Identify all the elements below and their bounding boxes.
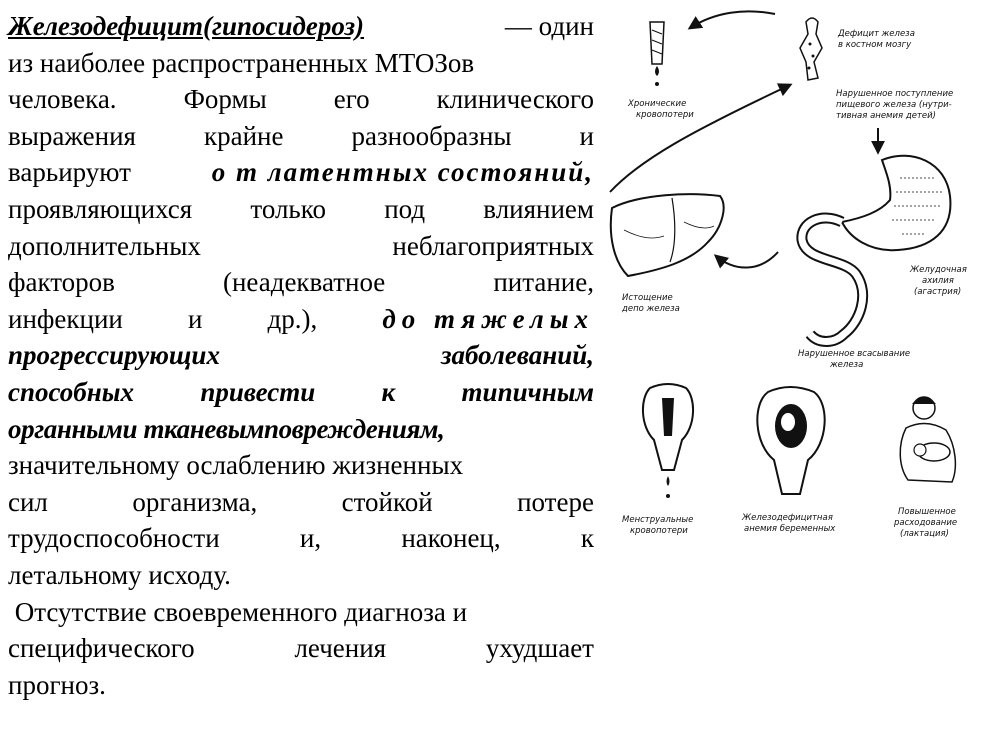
text-word: лечения <box>294 633 387 664</box>
text-line <box>8 447 594 484</box>
text-word: только <box>250 193 326 224</box>
text-word: из наиболее распространенных МТОЗов <box>8 47 475 78</box>
text-word: варьируют <box>8 157 131 188</box>
bone-marrow-icon <box>800 18 822 80</box>
text-word: факторов <box>8 267 115 298</box>
text-line <box>8 337 594 374</box>
text-word: — один <box>504 11 594 41</box>
emphasis-text: к <box>381 376 396 407</box>
nursing-mother-icon <box>900 397 955 482</box>
text-word: специфического <box>8 633 195 664</box>
text-line <box>8 8 594 45</box>
text-line <box>8 667 594 704</box>
emphasis-text: о т латентных состояний, <box>211 157 594 188</box>
caption-malabsorption: Нарушенное всасывание железа <box>798 349 911 370</box>
bleeding-vessel-icon <box>650 22 664 86</box>
text-word: трудоспособности <box>8 523 220 554</box>
main-text <box>8 8 594 703</box>
text-word: выражения <box>8 120 136 151</box>
text-word: стойкой <box>341 486 433 517</box>
term-heading: Железодефицит(гипосидероз) <box>8 11 365 41</box>
caption-bone-marrow: Дефицит железа в костном мозгу <box>838 29 915 50</box>
text-line <box>8 594 594 631</box>
text-word: сил <box>8 486 48 517</box>
text-line <box>8 154 594 191</box>
text-word: значительному ослаблению жизненных <box>8 450 464 481</box>
caption-menstrual: Менструальные кровопотери <box>622 515 694 536</box>
emphasis-text: типичным <box>461 376 594 407</box>
text-word: (неадекватное <box>222 267 386 298</box>
text-word: проявляющихся <box>8 193 193 224</box>
text-word: потере <box>517 486 594 517</box>
emphasis-text: заболеваний, <box>441 340 594 371</box>
stomach-icon <box>842 156 950 250</box>
text-word: крайне <box>203 120 284 151</box>
text-line <box>8 81 594 118</box>
text-word: Формы <box>183 84 267 115</box>
iron-deficiency-diagram <box>600 0 1000 560</box>
text-line <box>8 118 594 155</box>
text-word: и, <box>299 523 322 554</box>
text-word: под <box>384 193 426 224</box>
emphasis-text: до тяжелых <box>382 303 594 334</box>
text-line <box>8 374 594 411</box>
text-word: летальному исходу. <box>8 559 231 590</box>
caption-chronic-blood-loss: Хронические кровопотери <box>628 99 694 120</box>
text-word: наконец, <box>401 523 501 554</box>
emphasis-text: привести <box>200 376 316 407</box>
text-word: прогноз. <box>8 669 106 700</box>
emphasis-text: прогрессирующих <box>8 340 220 371</box>
text-word: питание, <box>493 267 594 298</box>
text-word: ухудшает <box>485 633 594 664</box>
liver-icon <box>611 194 724 276</box>
text-word: дополнительных <box>8 230 201 261</box>
text-line <box>8 520 594 557</box>
text-word: человека. <box>8 84 117 115</box>
text-word: его <box>333 84 370 115</box>
text-word: клинического <box>436 84 594 115</box>
text-word: разнообразны <box>351 120 512 151</box>
caption-insufficient-intake: Нарушенное поступление пищевого железа (нутри- тивная анемия детей) <box>836 89 954 121</box>
cycle-arrow <box>690 11 775 28</box>
cycle-arrow <box>716 252 778 268</box>
text-word: организма, <box>132 486 258 517</box>
caption-lactation: Повышенное расходование (лактация) <box>894 507 958 539</box>
text-line <box>8 45 594 82</box>
text-word: неблагоприятных <box>392 230 594 261</box>
text-line <box>8 411 594 448</box>
text-line <box>8 484 594 521</box>
emphasis-text: способных <box>8 376 135 407</box>
caption-pregnancy: Железодефицитная анемия беременных <box>742 513 836 534</box>
text-word: др.), <box>267 303 318 334</box>
emphasis-text: органными тканевымповреждениям, <box>8 413 445 444</box>
text-line <box>8 191 594 228</box>
text-word: инфекции <box>8 303 123 334</box>
text-word: и <box>579 120 594 151</box>
text-line <box>8 557 594 594</box>
text-word: влиянием <box>483 193 594 224</box>
text-line <box>8 228 594 265</box>
text-word: к <box>580 523 594 554</box>
text-word: и <box>187 303 203 334</box>
pregnant-uterus-icon <box>757 387 824 494</box>
paragraph-1 <box>8 8 594 594</box>
text-line <box>8 630 594 667</box>
text-line <box>8 301 594 338</box>
text-word: Отсутствие своевременного диагноза и <box>8 596 468 627</box>
caption-depot-depletion: Истощение депо железа <box>622 293 680 314</box>
uterus-icon <box>643 384 693 498</box>
text-line <box>8 264 594 301</box>
caption-achylia: Желудочная ахилия (агастрия) <box>910 265 967 297</box>
paragraph-2 <box>8 594 594 704</box>
